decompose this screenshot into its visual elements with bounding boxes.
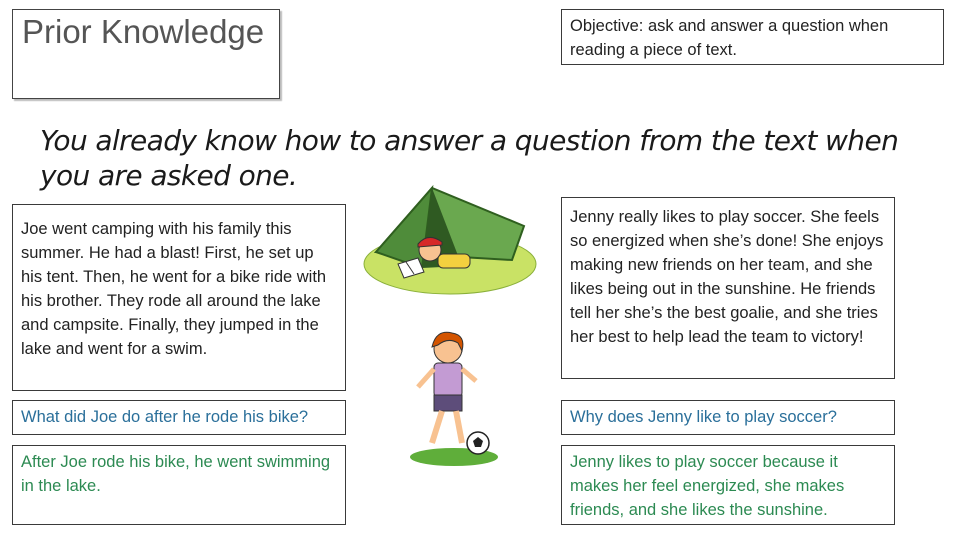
- objective-box: Objective: ask and answer a question when reading a piece of text.: [561, 9, 944, 65]
- jenny-passage: Jenny really likes to play soccer. She feels so energized when she’s done! She enjoys making new friends on her team, and she likes being out in the sunshine. He friends tell her she’s the best goalie, and she tries her best to help lead the team to victory!: [561, 197, 895, 379]
- jenny-question: Why does Jenny like to play soccer?: [561, 400, 895, 435]
- joe-answer: After Joe rode his bike, he went swimming in the lake.: [12, 445, 346, 525]
- intro-text: You already know how to answer a question from the text when you are asked one.: [40, 124, 899, 192]
- jenny-answer: Jenny likes to play soccer because it makes her feel energized, she makes friends, and she likes the sunshine.: [561, 445, 895, 525]
- camping-tent-illustration: [362, 172, 538, 300]
- joe-passage: Joe went camping with his family this summer. He had a blast! First, he set up his tent. Then, he went for a bike ride with his brother. They rode all around the lake and campsite. Finally, they jumped in the lake and went for a swim.: [12, 204, 346, 391]
- soccer-player-illustration: [402, 325, 500, 469]
- player-shirt: [434, 363, 462, 397]
- joe-question: What did Joe do after he rode his bike?: [12, 400, 346, 435]
- prior-knowledge-title: Prior Knowledge: [12, 9, 280, 99]
